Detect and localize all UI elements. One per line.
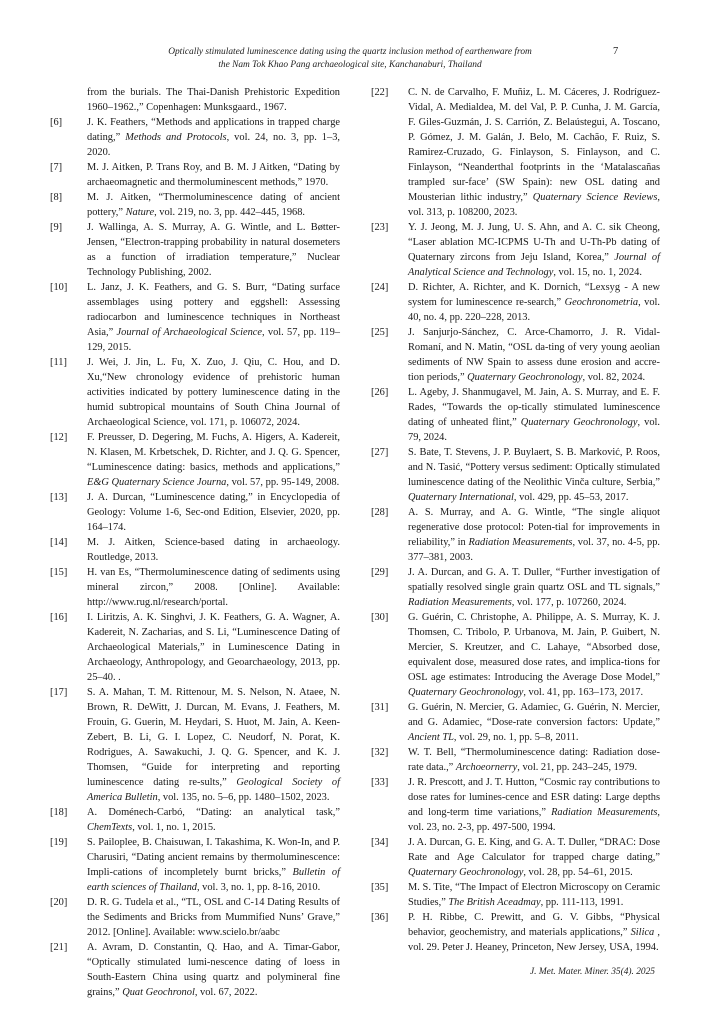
reference-source: Methods and Protocols xyxy=(125,132,227,143)
reference-details: , vol. 15, no. 1, 2024. xyxy=(553,267,642,278)
reference-text xyxy=(408,85,660,220)
reference-number: [29] xyxy=(371,567,389,578)
reference-text xyxy=(87,220,340,280)
reference-authors-title: J. Wei, J. Jin, L. Fu, X. Zuo, J. Qiu, C. Hou, and D. Xu,“New chronology evidence of prehistoric human activities indicated by pottery luminescence dating in the humid subtropical mountains of South China Journal of Archaeological Science, vol. 171, p. 106072, 2024. xyxy=(87,357,340,428)
reference-authors-title: D. R. G. Tudela et al., “TL, OSL and C-14 Dating Results of the Sediments and Bricks from Mummified Nuns’ Grave,” 2012. [Online]. Available: www.scielo.br/aabc xyxy=(87,897,340,938)
reference-item xyxy=(371,85,660,220)
reference-item xyxy=(50,685,340,805)
reference-details: , vol. 37, no. 4-5, pp. 377–381, 2003. xyxy=(408,537,661,563)
reference-details: , vol. 1, no. 1, 2015. xyxy=(132,822,216,833)
reference-number: [15] xyxy=(50,567,68,578)
reference-authors-title: S. A. Mahan, T. M. Rittenour, M. S. Nelson, N. Ataee, N. Brown, R. DeWitt, J. Durcan, M. Evans, J. Feathers, M. Frouin, G. Guerin, M. Heydari, S. Huot, M. Jain, A. Keen-Zebert, B. Li, G. I. Lopez, C. Neudorf, N. Porat, K. Rodrigues, A. Sawakuchi, J. Q. G. Spencer, and K. J. Thomsen, “Guide for interpreting and reporting luminescence dating re-sults,” xyxy=(87,687,340,788)
reference-text xyxy=(87,565,340,610)
reference-authors-title: S. Bate, T. Stevens, J. P. Buylaert, S. B. Marković, P. Roos, and N. Tasić, “Pottery versus sediment: Optically stimulated luminescence dating of the Neolithic Vinča culture, Serbia,” xyxy=(408,447,660,488)
reference-authors-title: J. A. Durcan, G. E. King, and G. A. T. Duller, “DRAC: Dose Rate and Age Calculator for trapped charge dating,” xyxy=(408,837,661,863)
reference-number: [18] xyxy=(50,807,68,818)
reference-source: The British Aceadmay xyxy=(448,897,541,908)
reference-text xyxy=(87,280,340,355)
reference-source: Quaternary Geochronology xyxy=(467,372,583,383)
reference-source: E&G Quaternary Science Journa xyxy=(87,477,227,488)
reference-item xyxy=(50,430,340,490)
reference-item xyxy=(50,610,340,685)
reference-source: Quaternary Science Reviews xyxy=(532,192,658,203)
reference-details: , vol. 23, no. 2-3, pp. 497-500, 1994. xyxy=(408,807,660,833)
reference-authors-title: A. Doménech-Carbó, “Dating: an analytical task,” xyxy=(87,807,340,818)
reference-item xyxy=(371,835,660,880)
reference-authors-title: F. Preusser, D. Degering, M. Fuchs, A. Higers, A. Kadereit, N. Klasen, M. Krbetschek, D. Richter, and J. Q. G. Spencer, “Luminescence dating: basics, methods and applications,” xyxy=(87,432,340,473)
reference-authors-title: W. T. Bell, “Thermoluminescence dating: Radiation dose-rate data.,” xyxy=(408,747,660,773)
reference-text xyxy=(87,115,340,160)
reference-authors-title: J. Wallinga, A. S. Murray, A. G. Wintle, and L. Bøtter-Jensen, “Electron-trapping probability in natural dosemeters as a function of irradiation temperature,” Nuclear Technology Publishing, 2002. xyxy=(87,222,340,278)
reference-number: [33] xyxy=(371,777,389,788)
reference-text xyxy=(87,430,340,490)
reference-number: [7] xyxy=(50,162,63,173)
reference-authors-title: J. Sanjurjo-Sánchez, C. Arce-Chamorro, J. R. Vidal-Romaní, and N. Matin, “OSL da-ting of very young aeolian sediments of NW Spain to assess dune erosion and accre-tion periods,” xyxy=(408,327,660,383)
reference-authors-title: J. K. Feathers, “Methods and applications in trapped charge dating,” xyxy=(87,117,340,143)
reference-authors-title: M. J. Aitken, “Thermoluminescence dating of ancient pottery,” xyxy=(87,192,340,218)
reference-item xyxy=(50,220,340,280)
reference-text xyxy=(408,775,660,835)
reference-authors-title: J. A. Durcan, and G. A. T. Duller, “Further investigation of spatially resolved single grain quartz OSL and TL signals,” xyxy=(408,567,660,593)
reference-source: Bulletin of earth sciences of Thailand xyxy=(87,867,340,893)
reference-source: Journal of Archaeological Science xyxy=(116,327,263,338)
reference-text xyxy=(87,835,340,895)
reference-authors-title: J. A. Durcan, “Luminescence dating,” in Encyclopedia of Geology: Volume 1-6, Sec-ond Edition, Elsevier, 2020, pp. 164–174. xyxy=(87,492,340,533)
reference-number: [8] xyxy=(50,192,63,203)
reference-number: [6] xyxy=(50,117,63,128)
reference-details: , vol. 41, pp. 163–173, 2017. xyxy=(523,687,644,698)
reference-authors-title: Y. J. Jeong, M. J. Jung, U. S. Ahn, and A. C. sik Cheong, “Laser ablation MC-ICPMS U-Th and U-Th-Pb dating of Quaternary zircons from Jeju Island, Korea,” xyxy=(408,222,660,263)
reference-details: , vol. 313, p. 108200, 2023. xyxy=(408,192,660,218)
reference-item xyxy=(371,910,660,955)
reference-number: [11] xyxy=(50,357,67,368)
reference-number: [31] xyxy=(371,702,389,713)
reference-item xyxy=(50,280,340,355)
reference-item xyxy=(371,220,660,280)
reference-item xyxy=(371,385,660,445)
reference-number: [12] xyxy=(50,432,68,443)
reference-text xyxy=(408,910,660,955)
reference-item xyxy=(50,115,340,160)
reference-authors-title: J. R. Prescott, and J. T. Hutton, “Cosmic ray contributions to dose rates for lumines-cence and ESR dating: Large depths and long-term time variations,” xyxy=(408,777,660,818)
reference-item xyxy=(371,880,660,910)
reference-number: [26] xyxy=(371,387,389,398)
reference-details: , pp. 111-113, 1991. xyxy=(540,897,624,908)
reference-text xyxy=(87,895,340,940)
reference-authors-title: A. Avram, D. Constantin, Q. Hao, and A. Timar-Gabor, “Optically stimulated lumi-nescence dating of loess in South-Eastern China using quartz and polymineral fine grains,” xyxy=(87,942,340,998)
reference-details: , vol. 28, pp. 54–61, 2015. xyxy=(523,867,633,878)
reference-number: [35] xyxy=(371,882,389,893)
reference-source: Journal of Analytical Science and Technology xyxy=(408,252,660,278)
reference-details: , vol. 3, no. 1, pp. 8-16, 2010. xyxy=(196,882,321,893)
reference-number: [13] xyxy=(50,492,68,503)
reference-source: ChemTexts xyxy=(87,822,133,833)
references-right-column xyxy=(371,85,660,955)
reference-authors-title: P. H. Ribbe, C. Prewitt, and G. V. Gibbs, “Physical behavior, geochemistry, and materials applications,” xyxy=(408,912,660,938)
reference-text xyxy=(408,220,660,280)
reference-details: , vol. 21, pp. 243–245, 1979. xyxy=(517,762,638,773)
reference-source: Quaternary Geochronology xyxy=(520,417,638,428)
reference-source: Quaternary Geochronology xyxy=(408,867,524,878)
reference-text xyxy=(87,190,340,220)
reference-number: [25] xyxy=(371,327,389,338)
reference-details: , vol. 135, no. 5–6, pp. 1480–1502, 2023. xyxy=(157,792,330,803)
reference-number: [32] xyxy=(371,747,389,758)
reference-details: , vol. 219, no. 3, pp. 442–445, 1968. xyxy=(154,207,306,218)
reference-text xyxy=(87,160,340,190)
reference-text xyxy=(408,325,660,385)
reference-text xyxy=(408,565,660,610)
reference-source: Radiation Measurements xyxy=(551,807,658,818)
reference-authors-title: M. J. Aitken, P. Trans Roy, and B. M. J Aitken, “Dating by archaeomagnetic and thermoluminescent methods,” 1970. xyxy=(87,162,340,188)
reference-item xyxy=(50,490,340,535)
reference-authors-title: M. J. Aitken, Science-based dating in archaeology. Routledge, 2013. xyxy=(87,537,340,563)
reference-item xyxy=(50,895,340,940)
reference-source: Ancient TL xyxy=(408,732,454,743)
reference-authors-title: D. Richter, A. Richter, and K. Dornich, “Lexsyg - A new system for luminescence re-search,” xyxy=(408,282,660,308)
reference-authors-title: L. Ageby, J. Shanmugavel, M. Jain, A. S. Murray, and E. F. Rades, “Towards the op-tically stimulated luminescence dating of unheated flint,” xyxy=(408,387,660,428)
reference-item xyxy=(371,775,660,835)
reference-text xyxy=(87,685,340,805)
reference-text xyxy=(408,280,660,325)
reference-text xyxy=(408,385,660,445)
reference-item xyxy=(50,355,340,430)
reference-source: Nature xyxy=(125,207,155,218)
reference-item xyxy=(50,805,340,835)
reference-details: , vol. 29, no. 1, pp. 5–8, 2011. xyxy=(453,732,579,743)
reference-source: Quaternary Geochronology xyxy=(408,687,524,698)
reference-number: [23] xyxy=(371,222,389,233)
reference-details: , vol. 57, pp. 119–129, 2015. xyxy=(87,327,340,353)
reference-source: Silica xyxy=(630,927,655,938)
reference-number: [14] xyxy=(50,537,68,548)
reference-item xyxy=(371,445,660,505)
reference-authors-title: G. Guérin, N. Mercier, G. Adamiec, G. Guérin, N. Mercier, and G. Adamiec, “Dose-rate conversion factors: Update,” xyxy=(408,702,660,728)
reference-source: Geological Society of America Bulletin xyxy=(87,777,340,803)
reference-continuation: from the burials. The Thai-Danish Prehistoric Expedition 1960–1962.,” Copenhagen: Munksgaard., 1967. xyxy=(87,87,340,113)
reference-source: Quat Geochronol xyxy=(122,987,195,998)
reference-number: [20] xyxy=(50,897,68,908)
reference-text xyxy=(408,745,660,775)
reference-text xyxy=(408,835,660,880)
reference-number: [30] xyxy=(371,612,389,623)
reference-item xyxy=(50,190,340,220)
reference-authors-title: A. S. Murray, and A. G. Wintle, “The single aliquot regenerative dose protocol: Poten-tial for improvements in reliability,” in xyxy=(408,507,660,548)
reference-text xyxy=(408,445,660,505)
reference-item xyxy=(50,535,340,565)
reference-details: , vol. 57, pp. 95-149, 2008. xyxy=(226,477,340,488)
journal-footer: J. Met. Mater. Miner. 35(4). 2025 xyxy=(530,967,655,977)
reference-number: [34] xyxy=(371,837,389,848)
reference-authors-title: C. N. de Carvalho, F. Muñiz, L. M. Cáceres, J. Rodríguez-Vidal, A. Medialdea, M. del Val, P. P. Cunha, J. M. García, F. Giles-Guzmán, J. S. Carrión, Z. Belaústegui, A. Toscano, P. Gómez, J. M. Galán, J. Belo, M. Cachão, F. Ruiz, S. Ramirez-Cruzado, G. Finlayson, S. Finlayson, and C. Finlayson, “Neanderthal footprints in the ‘Matalascañas trampled sur-face’ (SW Spain): new OSL dating and Mousterian lithic industry,” xyxy=(408,87,660,203)
reference-text xyxy=(87,355,340,430)
reference-details: , vol. 67, 2022. xyxy=(194,987,258,998)
reference-source: Archoeornerry xyxy=(455,762,518,773)
reference-item xyxy=(50,835,340,895)
reference-number: [10] xyxy=(50,282,68,293)
reference-number: [17] xyxy=(50,687,68,698)
reference-authors-title: I. Liritzis, A. K. Singhvi, J. K. Feathers, G. A. Wagner, A. Kadereit, N. Zacharias, and S. Li, “Luminescence Dating of Archaeological Materials,” in Luminescence Dating in Archaeology, Anthropology, and Geoarchaeology, 2013, pp. 25–40. . xyxy=(87,612,340,683)
reference-item xyxy=(371,745,660,775)
reference-authors-title: G. Guérin, C. Christophe, A. Philippe, A. S. Murray, K. J. Thomsen, C. Tribolo, P. Urbanova, M. Jain, P. Guibert, N. Mercier, S. Kreutzer, and C. Lahaye, “Absorbed dose, equivalent dose, measured dose rates, and implica-tions for OSL age estimates: Introducing the Average Dose Model,” xyxy=(408,612,660,683)
header-title-line2: the Nam Tok Khao Pang archaeological site, Kanchanaburi, Thailand xyxy=(218,60,482,70)
reference-details: vol. 177, p. 107260, 2024. xyxy=(514,597,627,608)
reference-text xyxy=(87,610,340,685)
header-title-line1: Optically stimulated luminescence dating using the quartz inclusion method of earthenware from xyxy=(168,47,532,57)
reference-source: Radiation Measurements xyxy=(468,537,573,548)
reference-item xyxy=(371,700,660,745)
reference-text xyxy=(408,700,660,745)
reference-item xyxy=(371,505,660,565)
reference-item xyxy=(371,565,660,610)
reference-item xyxy=(371,325,660,385)
reference-number: [22] xyxy=(371,87,389,98)
reference-source: Radiation Measurements, xyxy=(408,597,515,608)
reference-item xyxy=(371,280,660,325)
reference-number: [21] xyxy=(50,942,68,953)
reference-item xyxy=(50,565,340,610)
reference-number: [9] xyxy=(50,222,63,233)
reference-authors-title: M. S. Tite, “The Impact of Electron Microscopy on Ceramic Studies,” xyxy=(408,882,660,908)
reference-details: , vol. 82, 2024. xyxy=(582,372,646,383)
reference-item xyxy=(371,610,660,700)
reference-source: Geochronometria xyxy=(564,297,639,308)
reference-authors-title: L. Janz, J. K. Feathers, and G. S. Burr, “Dating surface assemblages using pottery and eggshell: Assessing radiocarbon and luminescence techniques in Northeast Asia,” xyxy=(87,282,340,338)
reference-source: Quaternary International xyxy=(408,492,514,503)
reference-authors-title: S. Pailoplee, B. Chaisuwan, I. Takashima, K. Won-In, and P. Charusiri, “Dating ancient remains by thermoluminescence: Impli-cations of incompletely burnt bricks,” xyxy=(87,837,340,878)
reference-details: , vol. 24, no. 3, pp. 1–3, 2020. xyxy=(87,132,340,158)
reference-text xyxy=(87,535,340,565)
reference-details: , vol. 29. Peter J. Heaney, Princeton, New Jersey, USA, 1994. xyxy=(408,927,660,953)
reference-text xyxy=(408,610,660,700)
reference-text xyxy=(87,490,340,535)
reference-text xyxy=(408,880,660,910)
reference-text xyxy=(87,940,340,1000)
reference-details: , vol. 429, pp. 45–53, 2017. xyxy=(513,492,629,503)
reference-number: [36] xyxy=(371,912,389,923)
reference-text xyxy=(87,805,340,835)
reference-text xyxy=(408,505,660,565)
reference-item xyxy=(50,160,340,190)
reference-number: [27] xyxy=(371,447,389,458)
reference-authors-title: H. van Es, “Thermoluminescence dating of sediments using mineral zircon,” 2008. [Online]. Available: http://www.rug.nl/research/portal. xyxy=(87,567,340,608)
reference-number: [24] xyxy=(371,282,389,293)
reference-details: , vol. 40, no. 4, pp. 220–228, 2013. xyxy=(408,297,660,323)
running-header xyxy=(150,46,550,72)
reference-details: , vol. 79, 2024. xyxy=(408,417,660,443)
reference-number: [28] xyxy=(371,507,389,518)
page-number: 7 xyxy=(613,46,619,57)
reference-number: [19] xyxy=(50,837,68,848)
reference-number: [16] xyxy=(50,612,68,623)
references-left-column xyxy=(50,85,340,1000)
reference-item xyxy=(50,940,340,1000)
